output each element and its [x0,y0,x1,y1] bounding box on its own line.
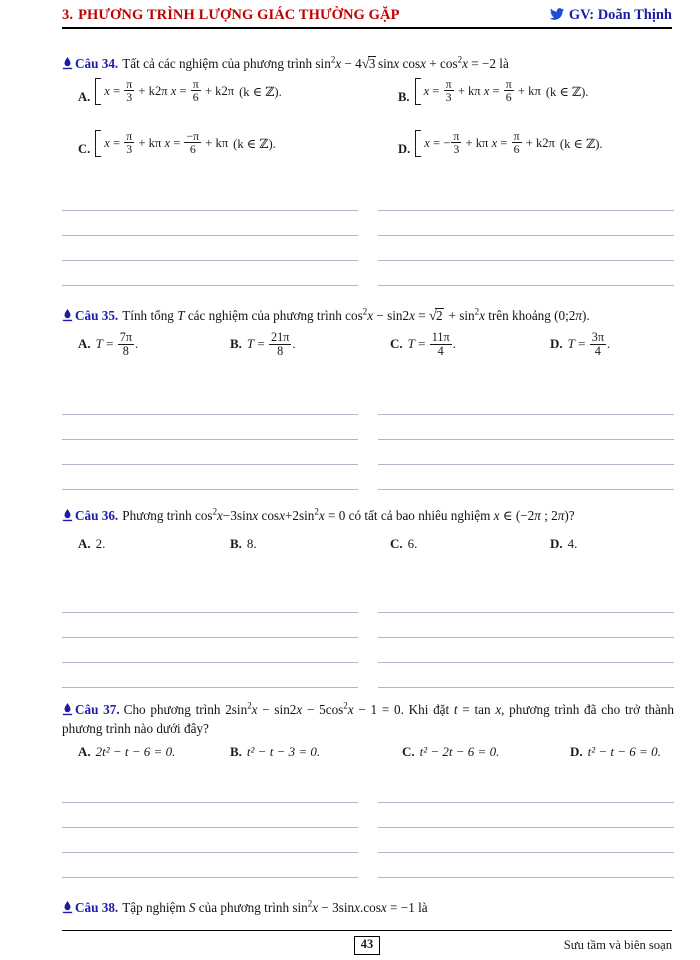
page-header [62,6,672,24]
answer-d-numerator: 3π [591,330,604,345]
brace-icon [415,130,421,157]
brace-icon [415,78,421,105]
header-divider [62,27,672,29]
note-line[interactable] [378,852,674,853]
note-line[interactable] [62,852,358,853]
question-38-heading [62,898,674,918]
answer-c-line1: x = $\frac{\pi}{3}$ + kπ [104,129,162,157]
question-34-text: Tất cả các nghiệm của phương trình $\sin^2x - 4$ √ 3 sinx $\cos x + \cos^2x = -2$ là [122,56,509,71]
answer-d-system [424,131,555,156]
answer-c-denominator: 4 [430,344,452,357]
answer-b-letter: B. [230,743,242,759]
section-number: 3. [62,7,74,23]
answer-b-system [424,79,541,104]
twitter-bird-icon [550,7,564,19]
note-row [62,186,674,211]
note-line[interactable] [378,877,674,878]
note-line[interactable] [378,439,674,440]
note-line[interactable] [378,260,674,261]
question-36-text: Phương trình $\cos^2x-3\sin x$ $\cos x+2\sin^2x = 0$ có tất cả bao nhiêu nghiệm x ∈ (−2π ; 2π)? [122,507,575,524]
answer-option-d[interactable]: D. T = $\frac{3\pi}{4}$ . [550,330,611,358]
answer-a-letter: A. [78,90,91,105]
answer-a-system [104,79,234,104]
pen-bullet-icon [62,703,73,716]
note-row [62,638,674,663]
answer-c-letter: C. [390,536,403,552]
brace-icon [95,78,101,105]
question-35-heading [62,306,674,326]
answer-option-a[interactable] [78,744,230,760]
answer-c-numerator: 11π [431,330,450,345]
answer-d-condition: (k ∈ ℤ). [559,136,603,151]
note-row [62,853,674,878]
note-line[interactable] [378,235,674,236]
answer-c-line2: x = $\frac{-\pi}{6}$ + kπ [164,129,229,157]
answer-a-letter: A. [78,336,91,352]
note-line[interactable] [62,687,358,688]
note-lines-block-2 [62,390,674,490]
answer-option-b[interactable] [398,78,588,105]
answer-d-letter: D. [550,336,563,352]
answer-d-letter: D. [550,536,563,552]
note-lines-block-1 [62,186,674,286]
answer-option-a[interactable] [78,536,230,552]
answer-option-d[interactable] [550,536,577,552]
pen-bullet-icon [62,901,73,914]
note-line[interactable] [62,637,358,638]
question-37-heading [62,700,674,739]
question-36-label: Câu 36. [75,508,119,524]
note-row [62,613,674,638]
note-line[interactable] [378,464,674,465]
note-line[interactable] [62,877,358,878]
question-block-38 [62,898,674,918]
question-34-label: Câu 34. [75,56,119,72]
note-line[interactable] [62,210,358,211]
note-row [62,236,674,261]
question-38-text: Tập nghiệm S của phương trình $\sin^2x - 3\sin x.\cos x = -1$ là [122,899,428,916]
answer-c-system [104,131,228,156]
answer-d-value: t² − t − 6 = 0. [587,743,661,759]
note-line[interactable] [378,612,674,613]
answer-option-c[interactable] [390,536,550,552]
answer-option-b[interactable] [230,536,390,552]
question-block-34 [62,54,674,182]
footer-divider [62,930,672,931]
note-line[interactable] [378,687,674,688]
answer-option-c[interactable]: C. T = $\frac{11\pi}{4}$ . [390,330,456,358]
note-line[interactable] [62,662,358,663]
answer-a-line1: x = $\frac{\pi}{3}$ + k2π [104,77,168,105]
note-line[interactable] [62,260,358,261]
note-row [62,663,674,688]
note-row [62,390,674,415]
note-row [62,588,674,613]
note-line[interactable] [378,414,674,415]
note-line[interactable] [62,235,358,236]
question-37-answers [62,744,690,760]
answer-option-b[interactable]: B. T = $\frac{21\pi}{8}$ . [230,330,296,358]
note-line[interactable] [378,637,674,638]
answer-a-letter: A. [78,743,91,759]
note-row [62,440,674,465]
note-line[interactable] [378,489,674,490]
note-row [62,828,674,853]
answer-b-letter: B. [230,336,242,352]
answer-option-d[interactable] [570,744,661,760]
answer-option-a[interactable] [78,78,282,105]
answer-d-line1: x = − $\frac{\pi}{3}$ + kπ [424,129,489,157]
answer-option-c[interactable] [78,130,276,157]
note-line[interactable] [378,827,674,828]
answer-a-value: 2. [95,536,106,552]
answer-a-numerator: 7π [119,330,132,345]
note-line[interactable] [378,802,674,803]
header-author-name: GV: Doãn Thịnh [568,7,672,23]
question-37-text: Cho phương trình $2\sin^2x - \sin 2x - 5\cos^2x - 1 = 0$. Khi đặt t = tan x, phương trình đã cho trở thành phương trình nào dưới đây? [62,701,674,737]
note-line[interactable] [62,439,358,440]
answer-d-denominator: 4 [590,344,606,357]
note-line[interactable] [62,612,358,613]
answer-b-numerator: 21π [271,330,290,345]
question-34-answers [62,78,674,182]
answer-b-letter: B. [398,90,410,105]
question-34-heading [62,54,674,74]
question-block-37 [62,700,674,760]
answer-a-value: 2t² − t − 6 = 0. [95,743,176,759]
answer-b-line2: x = $\frac{\pi}{6}$ + kπ [483,77,541,105]
footer-credit: Sưu tầm và biên soạn [563,938,672,952]
note-row [62,415,674,440]
page-footer [62,936,672,955]
note-line[interactable] [378,285,674,286]
note-line[interactable] [62,489,358,490]
answer-b-letter: B. [230,536,242,552]
answer-c-letter: C. [390,336,403,352]
section-title-text: PHƯƠNG TRÌNH LƯỢNG GIÁC THƯỜNG GẶP [78,7,400,23]
answer-b-value: 8. [246,536,257,552]
note-lines-block-4 [62,778,674,878]
header-author-group [550,6,672,24]
answer-d-line2: x = $\frac{\pi}{6}$ + k2π [491,129,555,157]
note-line[interactable] [62,827,358,828]
answer-option-c[interactable] [402,744,570,760]
question-block-36 [62,506,674,552]
pen-bullet-icon [62,509,73,522]
question-37-label: Câu 37. [75,702,120,718]
answer-option-a[interactable]: A. T = $\frac{7\pi}{8}$ . [78,330,139,358]
note-row [62,211,674,236]
note-line[interactable] [378,210,674,211]
question-35-text: Tính tổng T các nghiệm của phương trình $\cos^2x - \sin 2x$ = √ $2 + \sin^2x$ trên khoảng (0;2π). [122,308,589,323]
answer-c-letter: C. [402,743,415,759]
answer-d-letter: D. [398,142,411,157]
answer-b-denominator: 8 [269,344,291,357]
answer-b-value: t² − t − 3 = 0. [246,743,321,759]
question-block-35 [62,306,674,358]
page-number: 43 [354,936,380,955]
answer-c-condition: (k ∈ ℤ). [233,136,276,151]
answer-a-letter: A. [78,536,91,552]
question-38-label: Câu 38. [75,900,119,916]
question-36-heading [62,506,674,526]
note-line[interactable] [62,285,358,286]
answer-c-letter: C. [78,142,91,157]
note-row [62,778,674,803]
answer-d-value: 4. [567,536,578,552]
answer-a-denominator: 8 [118,344,134,357]
answer-option-d[interactable] [398,130,603,157]
answer-d-letter: D. [570,743,583,759]
note-line[interactable] [378,662,674,663]
note-row [62,261,674,286]
pen-bullet-icon [62,57,73,70]
answer-c-value: t² − 2t − 6 = 0. [419,743,500,759]
brace-icon [95,130,101,157]
note-line[interactable] [62,414,358,415]
answer-b-line1: x = $\frac{\pi}{3}$ + kπ [423,77,481,105]
note-line[interactable] [62,464,358,465]
note-row [62,803,674,828]
question-35-label: Câu 35. [75,308,119,324]
answer-option-b[interactable] [230,744,402,760]
note-row [62,465,674,490]
pen-bullet-icon [62,309,73,322]
answer-c-value: 6. [407,536,418,552]
note-line[interactable] [62,802,358,803]
answer-a-line2: x = $\frac{\pi}{6}$ + k2π [170,77,235,105]
answer-a-condition: (k ∈ ℤ). [239,84,282,99]
note-lines-block-3 [62,588,674,688]
question-36-answers [62,536,690,552]
question-35-answers [62,332,690,358]
answer-b-condition: (k ∈ ℤ). [545,84,589,99]
section-title [62,7,400,24]
